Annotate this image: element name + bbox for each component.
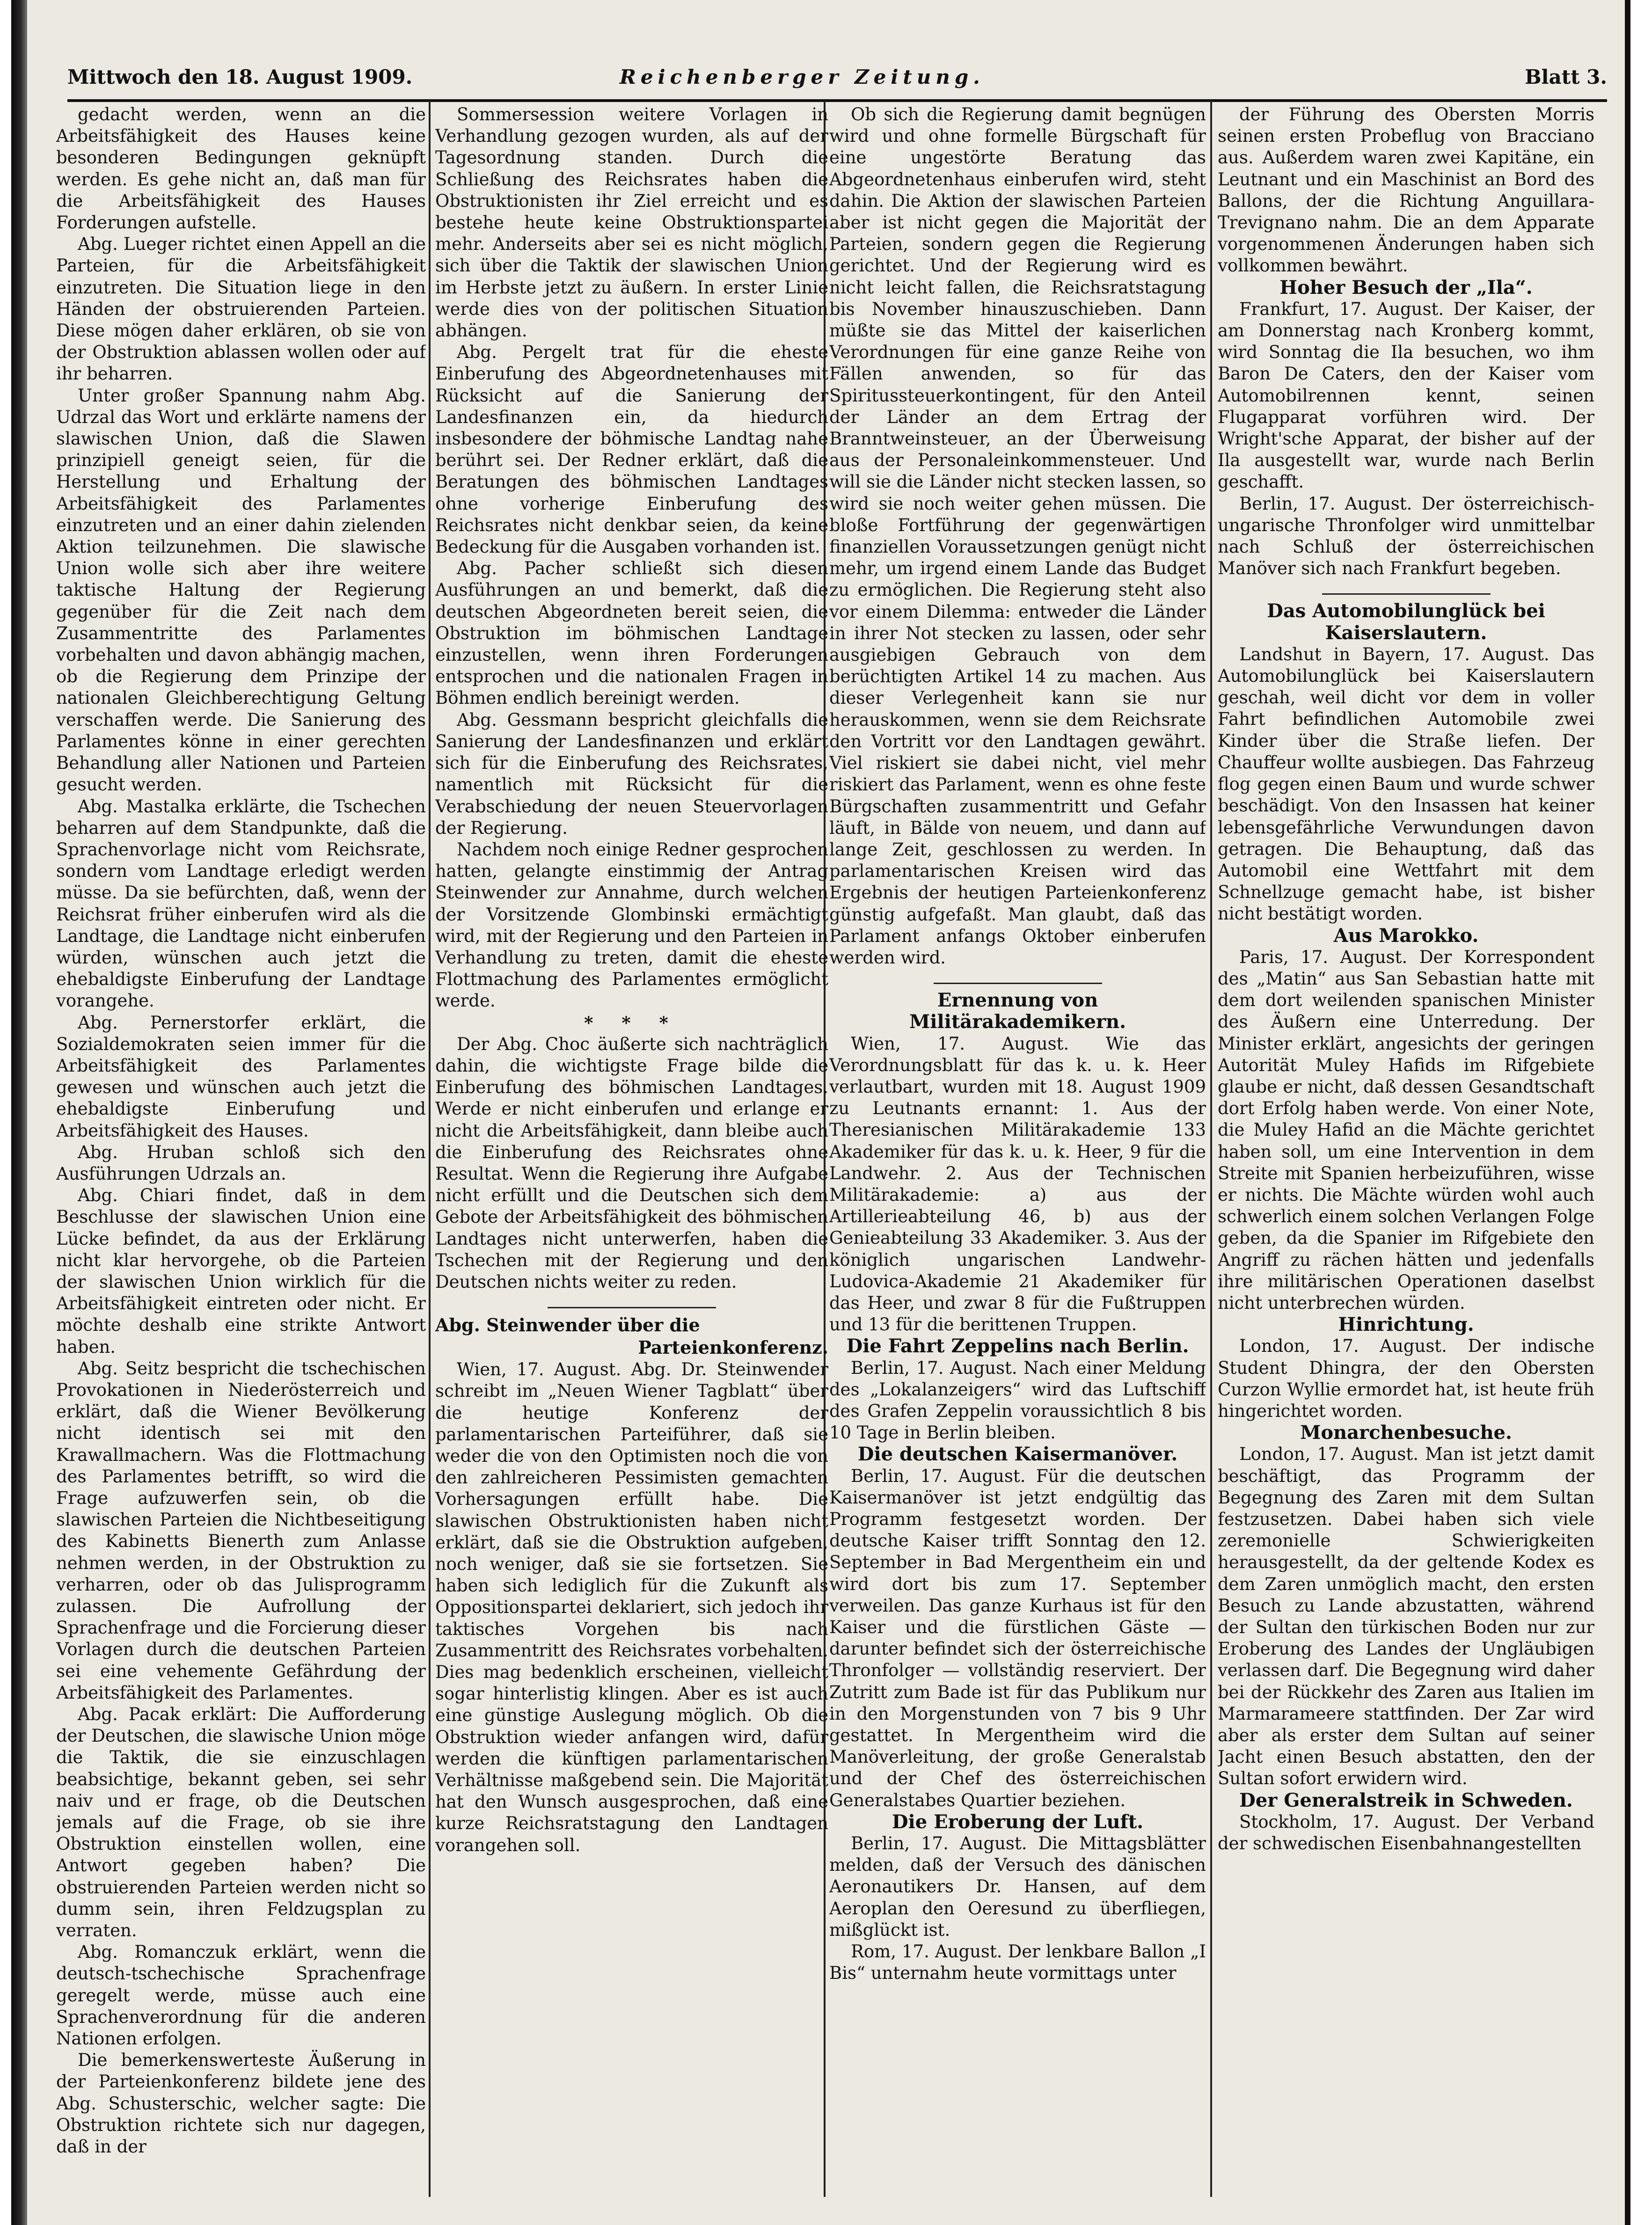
paragraph: Berlin, 17. August. Nach einer Meldung des „Lokalanzeigers“ wird das Luftschiff des Grafen Zeppelin voraussichtlich 8 bis 10 Tage in Berlin bleiben. bbox=[829, 1357, 1206, 1443]
headline-steinwender bbox=[435, 1314, 828, 1359]
article-separator bbox=[548, 1307, 716, 1308]
paragraph: Abg. Pernerstorfer erklärt, die Sozialdemokraten seien immer für die Arbeitsfähigkeit des Parlamentes gewesen und wünschen auch jetzt die ehebaldigste Einberufung und Arbeitsfähigkeit des Hauses. bbox=[56, 1012, 426, 1141]
column-1 bbox=[56, 104, 426, 2200]
paragraph: Sommersession weitere Vorlagen in Verhandlung gezogen wurden, als auf der Tagesordnung standen. Durch die Schließung des Reichsrates haben die Obstruktionisten ihr Ziel erreicht und es bestehe heute keine Obstruktionspartei mehr. Anderseits aber sei es nicht möglich, sich über die Taktik der slawischen Union im Herbste jetzt zu äußern. In erster Linie werde dies von der politischen Situation abhängen. bbox=[435, 104, 828, 341]
section-separator-stars: * * * bbox=[584, 1012, 680, 1033]
paragraph: der Führung des Obersten Morris seinen ersten Probeflug von Bracciano aus. Außerdem waren zwei Kapitäne, ein Leutnant und ein Maschinist an Bord des Ballons, der die Richtung Anguillara-Trevignano nahm. Die an dem Apparate vorgenommenen Änderungen haben sich vollkommen bewährt. bbox=[1218, 104, 1594, 276]
paragraph: Berlin, 17. August. Für die deutschen Kaisermanöver ist jetzt endgültig das Programm festgesetzt worden. Der deutsche Kaiser trifft Sonntag den 12. September in Bad Mergentheim ein und wird dort bis zum 17. September verweilen. Das ganze Kurhaus ist für den Kaiser und die fürstlichen Gäste — darunter befindet sich der österreichische Thronfolger — vollständig reserviert. Der Zutritt zum Bade ist für das Publikum nur in den Morgenstunden von 7 bis 9 Uhr gestattet. In Mergentheim wird die Manöverleitung, der große Generalstab und der Chef des österreichischen Generalstabes Quartier beziehen. bbox=[829, 1466, 1206, 1810]
paragraph: Abg. Gessmann bespricht gleichfalls die Sanierung der Landesfinanzen und erklärt sich für die Einberufung des Reichsrates, namentlich mit Rücksicht für die Verabschiedung der neuen Steuervorlagen der Regierung. bbox=[435, 709, 828, 838]
paragraph: Abg. Pacak erklärt: Die Aufforderung der Deutschen, die slawische Union möge die Taktik, die sie einzuschlagen beabsichtige, bekannt geben, sei sehr naiv und er frage, ob die Deutschen jemals auf die Frage, ob sie ihre Obstruktion einstellen wollen, eine Antwort gegeben haben? Die obstruierenden Parteien werden nicht so dumm sein, ihren Feldzugsplan zu verraten. bbox=[56, 1704, 426, 1941]
headline-militaerakademiker: Ernennung von Militärakademikern. bbox=[909, 989, 1126, 1033]
headline-marokko: Aus Marokko. bbox=[1333, 924, 1479, 947]
header-date: Mittwoch den 18. August 1909. bbox=[67, 66, 413, 88]
paragraph: Abg. Seitz bespricht die tschechischen Provokationen in Niederösterreich und erklärt, daß die Wiener Bevölkerung nicht identisch sei mit den Krawallmachern. Was die Flottmachung des Parlamentes betrifft, so wird die Frage aufzuwerfen sein, ob die slawischen Parteien die Nichtbeseitigung des Kabinetts Bienerth zum Anlasse nehmen werden, in der Obstruktion zu verharren, oder ob das Julisprogramm zulassen. Die Aufrollung der Sprachenfrage und die Forcierung dieser Vorlagen durch die deutschen Parteien sei eine vehemente Gefährdung der Arbeitsfähigkeit des Parlamentes. bbox=[56, 1358, 426, 1703]
paragraph: Abg. Romanczuk erklärt, wenn die deutsch-tschechische Sprachenfrage geregelt werde, müsse auch eine Sprachenverordnung für die anderen Nationen erfolgen. bbox=[56, 1942, 426, 2049]
article-separator bbox=[1322, 593, 1491, 595]
header-rule bbox=[67, 99, 1607, 102]
headline-hinrichtung: Hinrichtung. bbox=[1338, 1313, 1474, 1336]
paragraph: Abg. Lueger richtet einen Appell an die Parteien, für die Arbeitsfähigkeit einzutreten. Die Situation liege in den Händen der obstruierenden Parteien. Diese mögen daher erklären, ob sie von der Obstruktion ablassen wollen oder auf ihr beharren. bbox=[56, 234, 426, 384]
headline-eroberung-der-luft: Die Eroberung der Luft. bbox=[892, 1810, 1144, 1833]
paragraph: Rom, 17. August. Der lenkbare Ballon „I Bis“ unternahm heute vormittags unter bbox=[829, 1941, 1206, 1984]
column-3 bbox=[829, 104, 1206, 2200]
paragraph: London, 17. August. Der indische Student Dhingra, der den Obersten Curzon Wyllie ermordet hat, ist heute früh hingerichtet worden. bbox=[1218, 1336, 1594, 1421]
headline-automobilunglueck: Das Automobilunglück bei Kaiserslautern. bbox=[1267, 600, 1545, 644]
paragraph: Die bemerkenswerteste Äußerung in der Parteienkonferenz bildete jene des Abg. Schusterschic, welcher sagte: Die Obstruktion richtete sich nur dagegen, daß in der bbox=[56, 2050, 426, 2157]
paragraph: Wien, 17. August. Wie das Verordnungsblatt für das k. u. k. Heer verlautbart, wurden mit 18. August 1909 zu Leutnants ernannt: 1. Aus der Theresianischen Militärakademie 133 Akademiker für das k. u. k. Heer, 9 für die Landwehr. 2. Aus der Technischen Militärakademie: a) aus der Artillerieabteilung 46, b) aus der Genieabteilung 33 Akademiker. 3. Aus der königlich ungarischen Landwehr-Ludovica-Akademie 21 Akademiker für das Heer, und zwar 8 für die Fußtruppen und 13 für die berittenen Truppen. bbox=[829, 1033, 1206, 1335]
masthead-title: Reichenberger Zeitung. bbox=[620, 66, 985, 88]
paragraph: Frankfurt, 17. August. Der Kaiser, der am Donnerstag nach Kronberg kommt, wird Sonntag die Ila besuchen, wo ihm Baron De Caters, den der Kaiser vom Automobilrennen kennt, seinen Flugapparat vorführen wird. Der Wright'sche Apparat, der bisher auf der Ila ausgestellt war, wurde nach Berlin geschafft. bbox=[1218, 299, 1594, 492]
column-4 bbox=[1218, 104, 1594, 2200]
headline-kaisermanoever: Die deutschen Kaisermanöver. bbox=[857, 1443, 1178, 1466]
column-2 bbox=[435, 104, 828, 2200]
paragraph: Ob sich die Regierung damit begnügen wird und ohne formelle Bürgschaft für eine ungestörte Beratung das Abgeordnetenhaus einberufen wird, steht dahin. Die Aktion der slawischen Parteien aber ist nicht gegen die Majorität der Parteien, sondern gegen die Regierung gerichtet. Und der Regierung wird es nicht leicht fallen, die Reichsratstagung bis November hinauszuschieben. Dann müßte sie das Mittel der kaiserlichen Verordnungen für eine ganze Reihe von Fällen anwenden, so für das Spiritussteuerkontingent, für den Anteil der Länder an dem Ertrag der Branntweinsteuer, an der Überweisung aus der Personaleinkommensteuer. Und will sie die Länder nicht stecken lassen, so wird sie noch weiter gehen müssen. Die bloße Fortführung der gegenwärtigen finanziellen Voraussetzungen genügt nicht mehr, um irgend einem Lande das Budget zu ermöglichen. Die Regierung steht also vor einem Dilemma: entweder die Länder in ihrer Not stecken zu lassen, oder sehr ausgiebigen Gebrauch von dem berüchtigten Artikel 14 zu machen. Aus dieser Verlegenheit kann sie nur herauskommen, wenn sie dem Reichsrate den Vortritt vor den Landtagen gewährt. Viel riskiert sie dabei nicht, viel mehr riskiert das Parlament, wenn es ohne feste Bürgschaften zusammentritt und Gefahr läuft, in Bälde von neuem, und dann auf lange Zeit, geschlossen zu werden. In parlamentarischen Kreisen wird das Ergebnis der heutigen Parteienkonferenz günstig aufgefaßt. Man glaubt, daß das Parlament anfangs Oktober einberufen werden wird. bbox=[829, 104, 1206, 968]
paragraph: Stockholm, 17. August. Der Verband der schwedischen Eisenbahnangestellten bbox=[1218, 1811, 1594, 1854]
paragraph: Abg. Chiari findet, daß in dem Beschlusse der slawischen Union eine Lücke befindet, da aus der Erklärung nicht klar hervorgehe, ob die Parteien der slawischen Union wirklich für die Arbeitsfähigkeit eintreten oder nicht. Er möchte deshalb eine strikte Antwort haben. bbox=[56, 1185, 426, 1357]
column-divider bbox=[429, 101, 431, 2197]
page-number: Blatt 3. bbox=[1525, 66, 1607, 88]
headline-zeppelin: Die Fahrt Zeppelins nach Berlin. bbox=[846, 1335, 1189, 1357]
paragraph: Unter großer Spannung nahm Abg. Udrzal das Wort und erklärte namens der slawischen Union, daß die Slawen prinzipiell geneigt seien, für die Herstellung und Erhaltung der Arbeitsfähigkeit des Parlamentes einzutreten und an einer dahin zielenden Aktion teilzunehmen. Die slawische Union wolle sich aber ihre weitere taktische Haltung der Regierung gegenüber für die Zeit nach dem Zusammentritte des Parlamentes vorbehalten und davon abhängig machen, ob die Regierung dem Prinzipe der nationalen Gleichberechtigung Geltung verschaffen werde. Die Sanierung des Parlamentes könne in einer gerechten Behandlung aller Nationen und Parteien gesucht werden. bbox=[56, 385, 426, 795]
paragraph: Paris, 17. August. Der Korrespondent des „Matin“ aus San Sebastian hatte mit dem dort weilenden spanischen Minister des Äußern eine Unterredung. Der Minister erklärt, angesichts der geringen Autorität Muley Hafids im Rifgebiete glaube er nicht, daß dessen Gesandtschaft dort Erfolg haben werde. Von einer Note, die Muley Hafid an die Mächte gerichtet haben soll, um eine Intervention in dem Streite mit Spanien herbeizuführen, wisse er nichts. Die Mächte würden wohl auch schwerlich einem solchen Verlangen Folge geben, da die Spanier im Rifgebiete den Angriff zu rächen hätten und jedenfalls ihre militärischen Operationen daselbst nicht unterbrechen würden. bbox=[1218, 947, 1594, 1313]
paragraph: Wien, 17. August. Abg. Dr. Steinwender schreibt im „Neuen Wiener Tagblatt“ über die heutige Konferenz der parlamentarischen Parteiführer, daß sie weder die von den Optimisten noch die von den zahlreicheren Pessimisten gemachten Vorhersagungen erfüllt habe. Die slawischen Obstruktionisten haben nicht erklärt, daß sie die Obstruktion aufgeben, noch weniger, daß sie sie fortsetzen. Sie haben sich lediglich für die Zukunft als Oppositionspartei deklariert, sich jedoch ihr taktisches Vorgehen bis nach Zusammentritt des Reichsrates vorbehalten. Dies mag bedenklich erscheinen, vielleicht sogar hinterlistig klingen. Aber es ist auch eine günstige Auslegung möglich. Ob die Obstruktion wieder anfangen wird, dafür werden die künftigen parlamentarischen Verhältnisse maßgebend sein. Die Majorität hat den Wunsch ausgesprochen, daß eine kurze Reichsratstagung den Landtagen vorangehen soll. bbox=[435, 1359, 828, 1855]
paragraph: Landshut in Bayern, 17. August. Das Automobilunglück bei Kaiserslautern geschah, weil dicht vor dem in voller Fahrt befindlichen Automobile zwei Kinder über die Straße liefen. Der Chauffeur wollte ausbiegen. Das Fahrzeug flog gegen einen Baum und wurde schwer beschädigt. Von den Insassen hat keiner lebensgefährliche Verwundungen davon getragen. Die Behauptung, daß das Automobil eine Wettfahrt mit dem Schnellzuge gemacht habe, ist bisher nicht bestätigt worden. bbox=[1218, 644, 1594, 924]
paragraph: Berlin, 17. August. Der österreichisch-ungarische Thronfolger wird unmittelbar nach Schluß der österreichischen Manöver sich nach Frankfurt begeben. bbox=[1218, 493, 1594, 579]
newspaper-page bbox=[11, 0, 1630, 2225]
paragraph: Nachdem noch einige Redner gesprochen hatten, gelangte einstimmig der Antrag Steinwender zur Annahme, durch welchen der Vorsitzende Glombinski ermächtigt wird, mit der Regierung und den Parteien in Verhandlung zu treten, damit die eheste Flottmachung des Parlamentes ermöglicht werde. bbox=[435, 839, 828, 1011]
headline-generalstreik: Der Generalstreik in Schweden. bbox=[1239, 1789, 1573, 1811]
paragraph: London, 17. August. Man ist jetzt damit beschäftigt, das Programm der Begegnung des Zaren mit dem Sultan festzusetzen. Dabei haben sich viele zeremonielle Schwierigkeiten herausgestellt, da der geltende Kodex es dem Zaren unmöglich macht, den ersten Besuch zu Lande abzustatten, während der Sultan den türkischen Boden nur zur Eroberung des Landes der Ungläubigen verlassen darf. Die Begegnung wird daher bei der Rückkehr des Zaren aus Italien im Marmarameere stattfinden. Der Zar wird aber als erster dem Sultan auf seiner Jacht einen Besuch abstatten, den der Sultan sofort erwidern wird. bbox=[1218, 1444, 1594, 1789]
page-binding-shadow bbox=[11, 0, 27, 2225]
page-right-edge bbox=[1625, 0, 1630, 2225]
paragraph: Der Abg. Choc äußerte sich nachträglich dahin, die wichtigste Frage bilde die Einberufung des böhmischen Landtages. Werde er nicht einberufen und erlange er nicht die Arbeitsfähigkeit, dann bleibe auch die Einberufung des Reichsrates ohne Resultat. Wenn die Regierung ihre Aufgabe nicht erfüllt und die Deutschen sich dem Gebote der Arbeitsfähigkeit des böhmischen Landtages nicht unterwerfen, haben die Tschechen mit der Regierung und den Deutschen nichts weiter zu reden. bbox=[435, 1034, 828, 1292]
paragraph: Berlin, 17. August. Die Mittagsblätter melden, daß der Versuch des dänischen Aeronautikers Dr. Hansen, auf dem Aeroplan den Oeresund zu überfliegen, mißglückt ist. bbox=[829, 1833, 1206, 1940]
headline-line: Abg. Steinwender über die bbox=[435, 1314, 700, 1336]
paragraph: Abg. Mastalka erklärte, die Tschechen beharren auf dem Standpunkte, daß die Sprachenvorlage nicht vom Reichsrate, sondern vom Landtage erledigt werden müsse. Da sie befürchten, daß, wenn der Reichsrat früher einberufen wird als die Landtage, die Landtage nicht einberufen würden, wünschen auch jetzt die ehebaldigste Einberufung der Landtage vorangehe. bbox=[56, 796, 426, 1011]
paragraph: Abg. Pergelt trat für die eheste Einberufung des Abgeordnetenhauses mit Rücksicht auf die Sanierung der Landesfinanzen ein, da hiedurch insbesondere der böhmische Landtag nahe berührt sei. Der Redner erklärt, daß die Beratungen des böhmischen Landtages ohne vorherige Einberufung des Reichsrates nicht denkbar seien, da keine Bedeckung für die Ausgaben vorhanden ist. bbox=[435, 342, 828, 557]
headline-line: Parteienkonferenz. bbox=[638, 1337, 828, 1358]
paragraph: Abg. Pacher schließt sich diesen Ausführungen an und bemerkt, daß die deutschen Abgeordneten bereit seien, die Obstruktion im böhmischen Landtage einzustellen, wenn ihren Forderungen entsprochen und die nationalen Fragen in Böhmen endlich bereinigt werden. bbox=[435, 558, 828, 708]
headline-monarchenbesuche: Monarchenbesuche. bbox=[1300, 1422, 1512, 1444]
page-header bbox=[67, 66, 1607, 98]
article-separator bbox=[934, 983, 1102, 984]
column-divider bbox=[1210, 101, 1212, 2197]
paragraph: gedacht werden, wenn an die Arbeitsfähigkeit des Hauses keine besonderen Bedingungen geknüpft werden. Es gehe nicht an, daß man für die Arbeitsfähigkeit des Hauses Forderungen aufstelle. bbox=[56, 104, 426, 233]
paragraph: Abg. Hruban schloß sich den Ausführungen Udrzals an. bbox=[56, 1142, 426, 1184]
headline-besuch-ila: Hoher Besuch der „Ila“. bbox=[1279, 276, 1533, 299]
